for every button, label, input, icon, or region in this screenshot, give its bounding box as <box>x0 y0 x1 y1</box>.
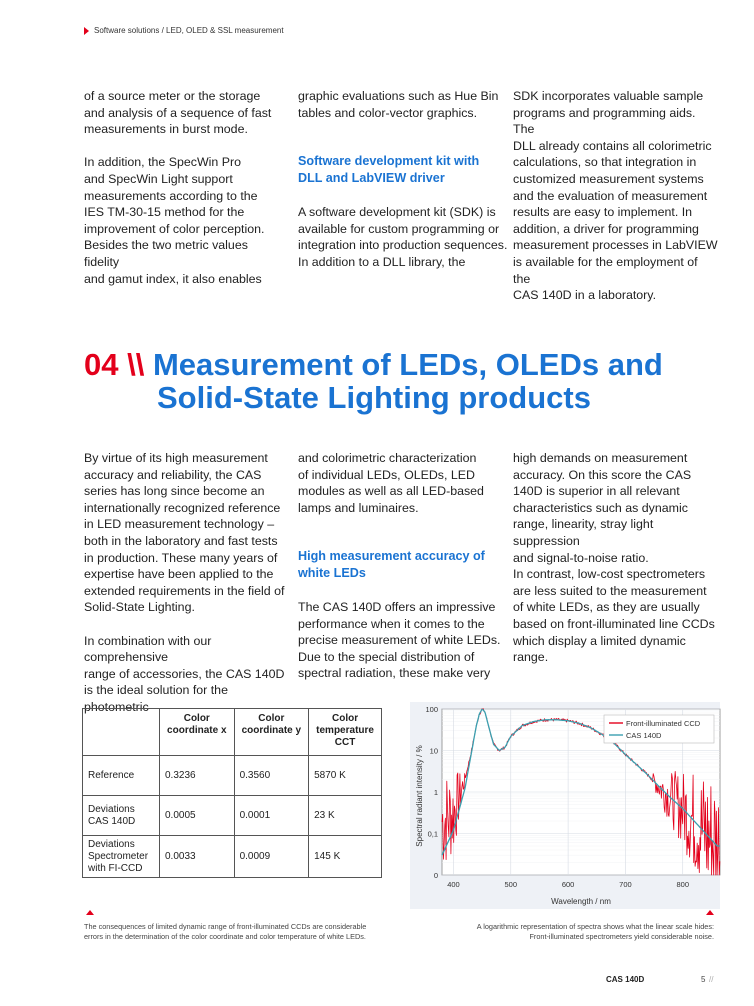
top-column-2-text-2: A software development kit (SDK) is available for custom programming or integration into production sequences. In addition to a DLL library, the <box>298 205 508 269</box>
chart-legend <box>604 715 714 743</box>
top-column-1: of a source meter or the storage and analysis of a sequence of fast measurements in burst mode. In addition, the SpecWin Pro and SpecWin Light support measurements according to the IES TM-30-15 method for the improvement of color perception. Besides the two metric values fidelity and gamut index, it also enables <box>84 89 272 286</box>
section-title-line-2: Solid-State Lighting products <box>157 380 591 415</box>
breadcrumb-text: Software solutions / LED, OLED & SSL measurement <box>94 26 284 35</box>
footer-slashes: // <box>709 975 714 984</box>
legend-label-fi-ccd: Front-illuminated CCD <box>626 719 701 728</box>
triangle-right-icon <box>84 27 89 35</box>
y-tick-label: 0 <box>433 871 438 880</box>
y-tick-label: 1 <box>433 788 438 797</box>
table-header-row <box>83 709 382 756</box>
table-header-cell: Color coordinate y <box>234 709 309 756</box>
caption-marker-left-icon <box>86 910 94 915</box>
x-tick-label: 700 <box>619 880 632 889</box>
deviation-table <box>82 708 382 878</box>
table-cell: Deviations CAS 140D <box>83 796 160 836</box>
body-column-2-text-1: and colorimetric characterization of individual LEDs, OLEDs, LED modules as well as all LED-based lamps and luminaires. <box>298 451 484 515</box>
table-header-cell: Color temperature CCT <box>309 709 382 756</box>
section-headline <box>84 348 663 414</box>
footer-product: CAS 140D <box>606 975 645 984</box>
table-cell: 23 K <box>309 796 382 836</box>
sdk-subheading: Software development kit with DLL and LabVIEW driver <box>298 154 480 185</box>
x-tick-label: 600 <box>561 880 575 889</box>
spectrum-chart <box>410 700 722 910</box>
y-axis-label: Spectral radiant intensity / % <box>415 745 424 847</box>
top-column-2-text-1: graphic evaluations such as Hue Bin tables and color-vector graphics. <box>298 89 499 120</box>
table-header-cell: Color coordinate x <box>160 709 235 756</box>
y-tick-label: 0,1 <box>427 829 438 839</box>
body-column-3: high demands on measurement accuracy. On this score the CAS 140D is superior in all relevant characteristics such as dynamic range, linearity, stray light suppression and signal-to-noise ratio. In contrast, low-cost spectrometers are less suited to the measurement of white LEDs, as they are usually based on front-illuminated line CCDs which display a limited dynamic range. <box>513 451 715 665</box>
body-column-1: By virtue of its high measurement accuracy and reliability, the CAS series has long since become an internationally recognized reference in LED measurement technology – both in the laboratory and fast tests in production. These many years of expertise have been applied to the extended requirements in the field of Solid-State Lighting. In combination with our comprehensive range of accessories, the CAS 140D is the ideal solution for the photometric <box>84 451 285 714</box>
table-cell: Reference <box>83 756 160 796</box>
table-cell: 0.0005 <box>160 796 235 836</box>
table-cell: 0.0009 <box>234 836 309 878</box>
legend-label-cas140d: CAS 140D <box>626 731 662 740</box>
caption-left: The consequences of limited dynamic range of front-illuminated CCDs are considerable errors in the determination of the color coordinate and color temperature of white LEDs. <box>84 922 367 941</box>
table-cell: 5870 K <box>309 756 382 796</box>
y-tick-label: 100 <box>425 705 438 714</box>
section-number: 04 \\ <box>84 347 145 382</box>
breadcrumb <box>84 26 284 35</box>
footer-page-number: 5 <box>701 975 706 984</box>
body-column-2-text-2: The CAS 140D offers an impressive performance when it comes to the precise measurement of white LEDs. Due to the special distribution of spectral radiation, these make very <box>298 600 501 681</box>
section-title-line-1: Measurement of LEDs, OLEDs and <box>152 347 663 382</box>
table-row <box>83 756 382 796</box>
table-cell: 0.3236 <box>160 756 235 796</box>
table-row <box>83 796 382 836</box>
caption-right: A logarithmic representation of spectra shows what the linear scale hides: Front-illuminated spectrometers yield considerable noise. <box>476 922 714 941</box>
table-cell: 145 K <box>309 836 382 878</box>
table-cell: 0.0033 <box>160 836 235 878</box>
x-tick-label: 500 <box>504 880 518 889</box>
x-tick-label: 400 <box>447 880 460 889</box>
table-cell: 0.3560 <box>234 756 309 796</box>
table-cell: 0.0001 <box>234 796 309 836</box>
table-header-cell <box>83 709 160 756</box>
x-axis-label: Wavelength / nm <box>551 897 611 906</box>
top-column-3: SDK incorporates valuable sample programs and programming aids. The DLL already contains all colorimetric calculations, so that integration in customized measurement systems and the evaluation of measurement results are easy to implement. In addition, a driver for programming measurement processes in LabVIEW is available for the employment of the CAS 140D in a laboratory. <box>513 89 718 303</box>
x-tick-label: 800 <box>676 880 690 889</box>
table-cell: Deviations Spectrometer with FI-CCD <box>83 836 160 878</box>
white-led-subheading: High measurement accuracy of white LEDs <box>298 549 485 580</box>
y-tick-label: 10 <box>429 746 438 756</box>
caption-marker-right-icon <box>706 910 714 915</box>
table-row <box>83 836 382 878</box>
